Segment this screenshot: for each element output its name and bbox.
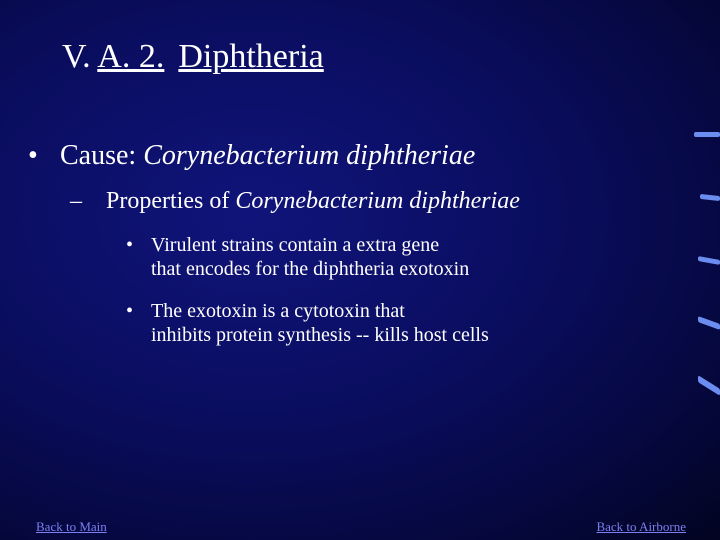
dash-marker: – xyxy=(70,188,82,214)
title-prefix: V. xyxy=(62,38,91,75)
bullet-marker: • xyxy=(126,234,134,256)
properties-organism: Corynebacterium diphtheriae xyxy=(235,188,520,214)
edge-accent-bar xyxy=(698,256,720,265)
bullet-line: that encodes for the diphtheria exotoxin xyxy=(151,258,470,280)
edge-accent-bar xyxy=(698,316,720,330)
title-link-topic[interactable]: Diphtheria xyxy=(178,38,324,75)
back-to-main-link[interactable]: Back to Main xyxy=(36,519,107,534)
bullet-line: inhibits protein synthesis -- kills host cells xyxy=(151,324,489,346)
edge-accent-bar xyxy=(694,132,720,137)
back-to-airborne-link[interactable]: Back to Airborne xyxy=(596,519,686,534)
bullet-cause xyxy=(28,140,475,172)
cause-label: Cause: xyxy=(60,140,137,171)
bullet-line: Virulent strains contain a extra gene xyxy=(151,234,440,256)
edge-accent-bar xyxy=(700,194,720,201)
bullet-marker: • xyxy=(28,140,38,171)
bullet-marker: • xyxy=(126,300,134,322)
edge-accent-bar xyxy=(698,375,720,396)
cause-organism: Corynebacterium diphtheriae xyxy=(143,140,476,171)
properties-label: Properties of xyxy=(106,188,230,214)
bullet-line: The exotoxin is a cytotoxin that xyxy=(151,300,405,322)
bullet-properties xyxy=(70,188,520,215)
title-link-section[interactable]: A. 2. xyxy=(97,38,165,75)
slide-title xyxy=(62,38,324,76)
